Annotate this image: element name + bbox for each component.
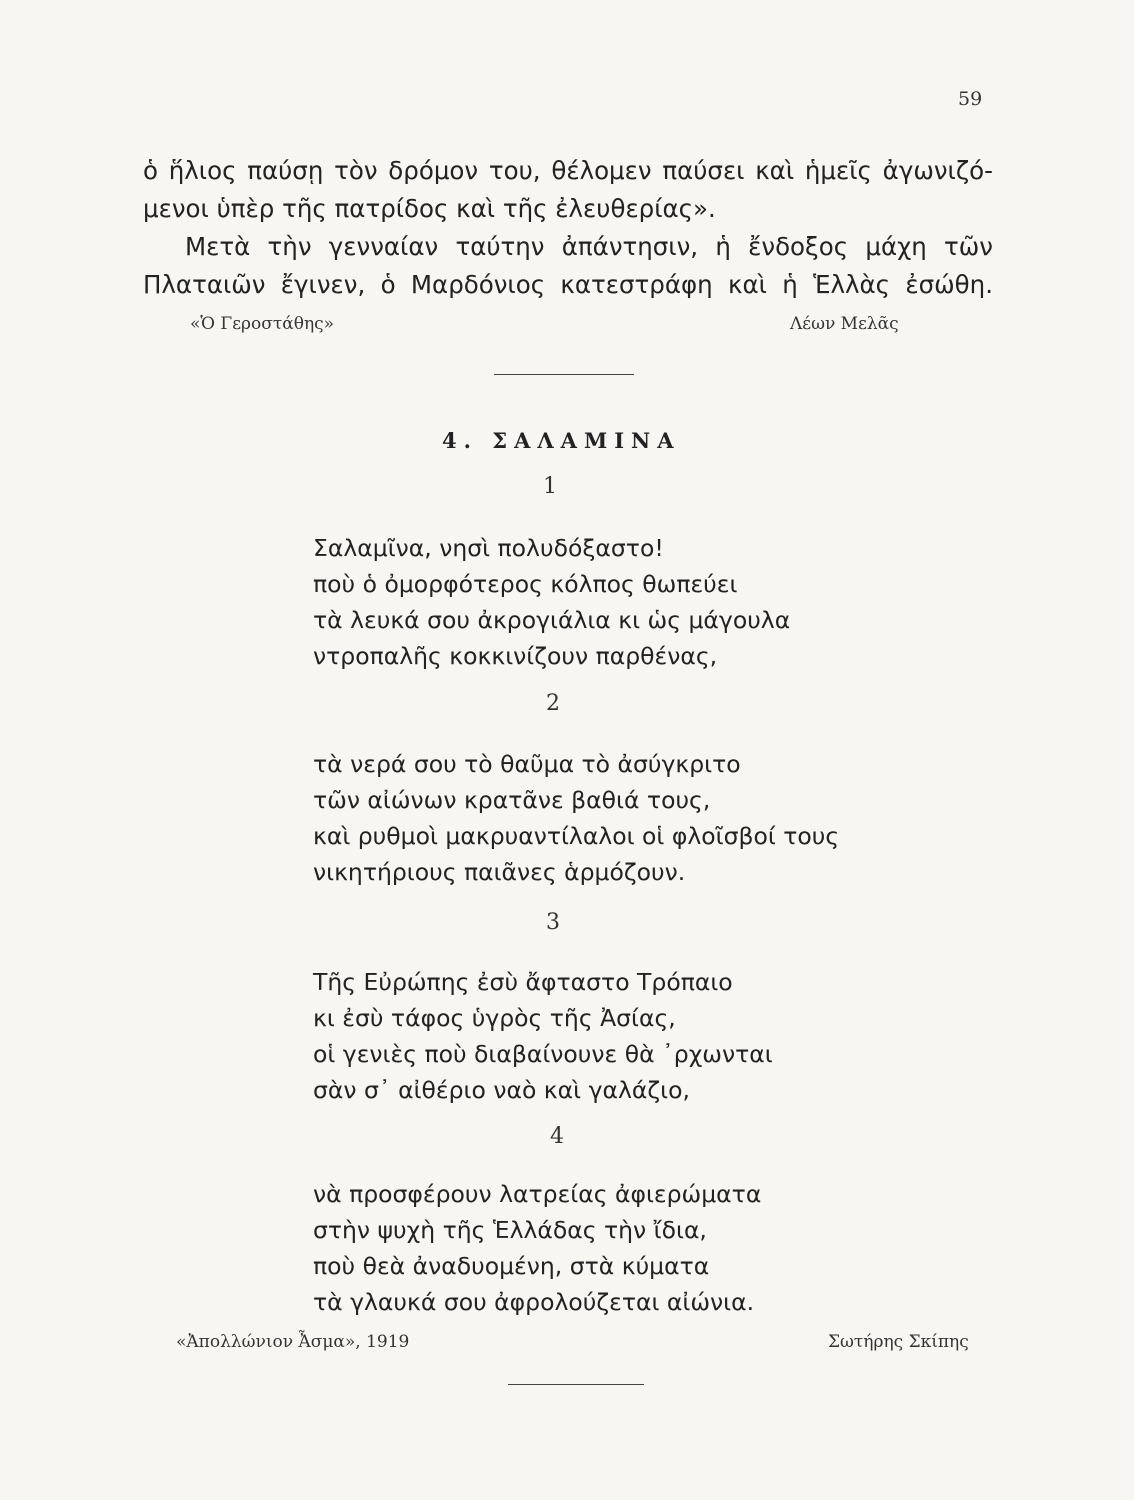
verse-line: ποὺ ὁ ὀμορφότερος κόλπος θωπεύει xyxy=(313,570,738,598)
stanza xyxy=(313,530,790,674)
stanza-number: 2 xyxy=(546,691,560,716)
stanza xyxy=(313,964,773,1108)
stanza xyxy=(313,1176,761,1320)
stanza-number: 3 xyxy=(546,910,560,935)
verse-line: σὰν σ᾿ αἰθέριο ναὸ καὶ γαλάζιο, xyxy=(313,1076,690,1104)
prose-line: Πλαταιῶν ἔγινεν, ὁ Μαρδόνιος κατεστράφη καὶ ἡ Ἑλλὰς ἐσώθη. xyxy=(143,270,993,299)
stanza-number: 1 xyxy=(543,474,557,499)
author-name: Σωτήρης Σκίπης xyxy=(828,1332,969,1352)
verse-line: Σαλαμῖνα, νησὶ πολυδόξαστο! xyxy=(313,534,664,562)
prose-paragraphs xyxy=(143,152,993,304)
section-title: 4. ΣΑΛΑΜΙΝΑ xyxy=(442,428,681,453)
source-title: «Ἀπολλώνιον Ἆσμα», 1919 xyxy=(176,1332,410,1352)
stanza-number: 4 xyxy=(550,1124,564,1149)
verse-line: κι ἐσὺ τάφος ὑγρὸς τῆς Ἀσίας, xyxy=(313,1004,676,1032)
prose-line: ὁ ἥλιος παύσῃ τὸν δρόμον του, θέλομεν παύσει καὶ ἡμεῖς ἀγωνιζό- xyxy=(143,156,993,185)
verse-line: Τῆς Εὐρώπης ἐσὺ ἄφταστο Τρόπαιο xyxy=(313,968,733,996)
prose-line: Μετὰ τὴν γενναίαν ταύτην ἀπάντησιν, ἡ ἔνδοξος μάχη τῶν xyxy=(185,232,993,261)
verse-line: τῶν αἰώνων κρατᾶνε βαθιά τους, xyxy=(313,786,711,814)
verse-line: ποὺ θεὰ ἀναδυομένη, στὰ κύματα xyxy=(313,1252,710,1280)
verse-line: τὰ νερά σου τὸ θαῦμα τὸ ἀσύγκριτο xyxy=(313,750,741,778)
page-number: 59 xyxy=(958,88,983,110)
verse-line: τὰ γλαυκά σου ἀφρολούζεται αἰώνια. xyxy=(313,1288,755,1316)
verse-line: νικητήριους παιᾶνες ἁρμόζουν. xyxy=(313,858,686,886)
verse-line: στὴν ψυχὴ τῆς Ἑλλάδας τὴν ἴδια, xyxy=(313,1216,707,1244)
verse-line: οἱ γενιὲς ποὺ διαβαίνουνε θὰ ᾿ρχωνται xyxy=(313,1040,773,1068)
stanza xyxy=(313,746,839,890)
verse-line: ντροπαλῆς κοκκινίζουν παρθένας, xyxy=(313,642,718,670)
source-title: «Ὁ Γεροστάθης» xyxy=(190,314,335,334)
author-name: Λέων Μελᾶς xyxy=(790,314,899,334)
divider-rule xyxy=(508,1384,644,1385)
prose-line: μενοι ὑπὲρ τῆς πατρίδος καὶ τῆς ἐλευθερίας». xyxy=(143,194,716,223)
verse-line: καὶ ρυθμοὶ μακρυαντίλαλοι οἱ φλοῖσβοί τους xyxy=(313,822,840,850)
verse-line: τὰ λευκά σου ἀκρογιάλια κι ὡς μάγουλα xyxy=(313,606,791,634)
divider-rule xyxy=(494,374,634,375)
verse-line: νὰ προσφέρουν λατρείας ἀφιερώματα xyxy=(313,1180,762,1208)
